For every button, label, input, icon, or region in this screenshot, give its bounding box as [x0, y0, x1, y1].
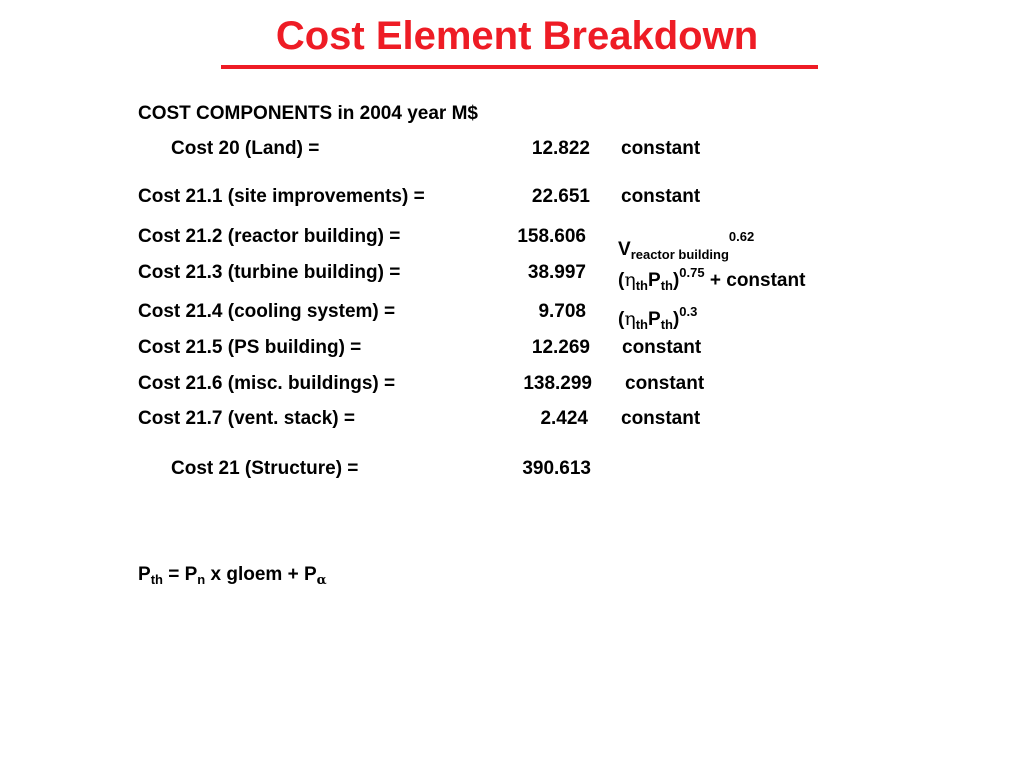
subscript-th: th — [635, 317, 648, 332]
subscript-th: th — [660, 278, 673, 293]
row-label-cost-21-7: Cost 21.7 (vent. stack) = — [138, 408, 356, 429]
formula-subscript-n: n — [197, 572, 206, 587]
formula-p: P — [138, 564, 151, 585]
row-value-cost-20: 12.822 — [531, 138, 590, 159]
row-label-cost-20: Cost 20 (Land) = — [171, 138, 320, 159]
row-scaling-cost-21-5: constant — [622, 337, 702, 358]
row-label-cost-21-2: Cost 21.2 (reactor building) = — [138, 226, 401, 247]
subscript-th: th — [635, 278, 648, 293]
row-scaling-cost-21-3: $(\eta_{th}P_{th})^{0.75}$ + constant — [618, 265, 806, 293]
row-value-cost-21-7: 2.424 — [540, 408, 588, 429]
p-symbol: P — [648, 309, 661, 330]
row-value-cost-21-4: 9.708 — [538, 301, 586, 322]
formula-equals-pn: = P — [162, 564, 198, 585]
page-title: Cost Element Breakdown — [275, 14, 759, 58]
exponent-03: 0.3 — [679, 304, 698, 319]
title-underline — [221, 65, 818, 69]
subscript-reactor-building: reactor building — [630, 247, 729, 262]
row-value-cost-21-3: 38.997 — [527, 262, 586, 283]
formula-subscript-alpha: α — [316, 573, 327, 588]
v-symbol: V — [618, 239, 631, 260]
formula-subscript-th: th — [150, 572, 163, 587]
eta-symbol: η — [624, 269, 636, 291]
row-value-cost-21-1: 22.651 — [531, 186, 590, 207]
row-label-cost-21-3: Cost 21.3 (turbine building) = — [138, 262, 401, 283]
subscript-th: th — [660, 317, 673, 332]
row-label-cost-21-5: Cost 21.5 (PS building) = — [138, 337, 362, 358]
row-label-cost-21-6: Cost 21.6 (misc. buildings) = — [138, 373, 396, 394]
plus-constant: + constant — [704, 270, 806, 291]
section-header: COST COMPONENTS in 2004 year M$ — [138, 103, 478, 124]
row-label-cost-21-4: Cost 21.4 (cooling system) = — [138, 301, 396, 322]
thermal-power-formula — [138, 563, 327, 593]
row-value-cost-21-6: 138.299 — [523, 373, 592, 394]
eta-symbol: η — [624, 308, 636, 330]
row-label-cost-21-1: Cost 21.1 (site improvements) = — [138, 186, 425, 207]
row-scaling-cost-21-1: constant — [621, 186, 701, 207]
row-value-cost-21-5: 12.269 — [531, 337, 590, 358]
row-scaling-cost-21-4: $(\eta_{th}P_{th})^{0.3}$ — [618, 304, 698, 332]
row-scaling-cost-21-7: constant — [621, 408, 701, 429]
exponent-062: 0.62 — [728, 229, 755, 244]
row-scaling-cost-21-6: constant — [625, 373, 705, 394]
formula-gloem-plus-p: x gloem + P — [205, 564, 317, 585]
row-label-cost-21-total: Cost 21 (Structure) = — [171, 458, 359, 479]
p-symbol: P — [648, 270, 661, 291]
row-value-cost-21-total: 390.613 — [522, 458, 591, 479]
row-value-cost-21-2: 158.606 — [517, 226, 586, 247]
exponent-075: 0.75 — [679, 265, 705, 280]
row-scaling-cost-20: constant — [621, 138, 701, 159]
